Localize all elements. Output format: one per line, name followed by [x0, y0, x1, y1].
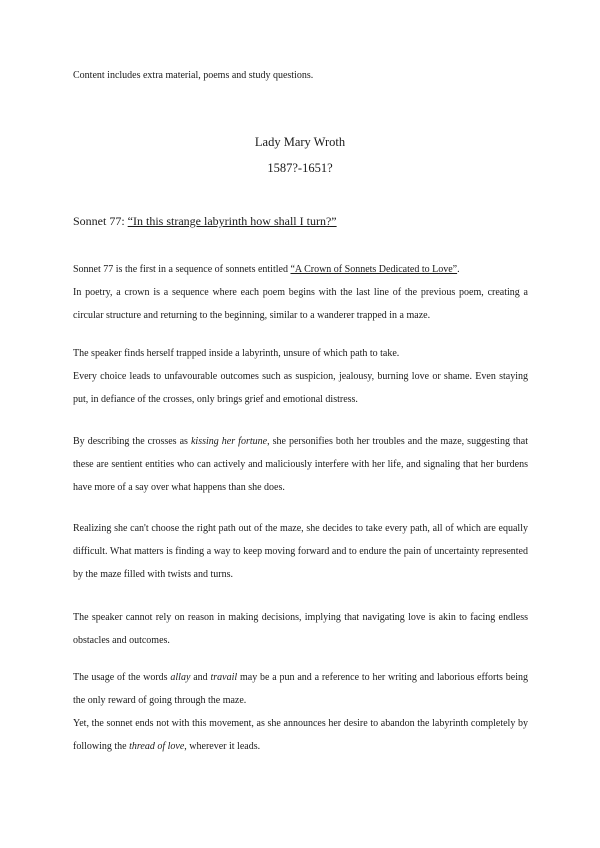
p3-before: By describing the crosses as — [73, 436, 191, 447]
p6-s1-after: may be a pun and a reference to her writing and laborious efforts being the only reward of going through the maze. — [73, 672, 528, 706]
p2-sentence-1: The speaker finds herself trapped inside a labyrinth, unsure of which path to take. — [73, 348, 400, 359]
p6-thread-of-love: thread of love — [129, 741, 185, 752]
paragraph-personification — [73, 430, 528, 499]
intro-note: Content includes extra material, poems and study questions. — [73, 70, 314, 81]
p6-s2-before: Yet, the sonnet ends not with this movement, as she announces her desire to abandon the labyrinth completely by following the — [73, 718, 528, 752]
paragraph-reason: The speaker cannot rely on reason in making decisions, implying that navigating love is akin to facing endless obstacles and outcomes. — [73, 612, 528, 646]
paragraph-every-path: Realizing she can't choose the right path out of the maze, she decides to take every path, all of which are equally difficult. What matters is finding a way to keep moving forward and to endure the pain of uncertainty represented by the maze filled with twists and turns. — [73, 523, 528, 580]
sonnet-heading — [73, 214, 337, 229]
sonnet-title-link[interactable]: “In this strange labyrinth how shall I turn?” — [127, 214, 337, 228]
p1-sentence-start: Sonnet 77 is the first in a sequence of sonnets entitled — [73, 264, 291, 275]
author-name: Lady Mary Wroth — [254, 135, 346, 149]
p6-s2-after: , wherever it leads. — [184, 741, 261, 752]
p6-s1-before: The usage of the words — [73, 672, 171, 683]
p3-italic-phrase: kissing her fortune — [190, 436, 268, 447]
p1-sentence-end: . — [457, 264, 460, 275]
crown-of-sonnets-link[interactable]: “A Crown of Sonnets Dedicated to Love” — [290, 264, 458, 275]
p6-s1-mid: and — [190, 672, 211, 683]
p6-word-travail: travail — [210, 672, 238, 683]
author-dates: 1587?-1651? — [267, 161, 333, 175]
sonnet-prefix: Sonnet 77: — [73, 214, 128, 228]
paragraph-labyrinth — [73, 342, 528, 411]
p2-sentence-2: Every choice leads to unfavourable outcomes such as suspicion, jealousy, burning love or shame. Even staying put, in defiance of the crosses, only brings grief and emotional distress. — [73, 371, 528, 405]
p6-word-allay: allay — [170, 672, 191, 683]
paragraph-crown — [73, 258, 528, 327]
p3-after: , she personifies both her troubles and the maze, suggesting that these are sentient entities who can actively and maliciously interfere with her life, and signaling that her burdens have more of a say over what happens than she does. — [73, 436, 529, 493]
paragraph-pun — [73, 666, 528, 758]
p1-sentence-2: In poetry, a crown is a sequence where each poem begins with the last line of the previous poem, creating a circular structure and returning to the beginning, similar to a wanderer trapped in a maze. — [73, 287, 528, 321]
